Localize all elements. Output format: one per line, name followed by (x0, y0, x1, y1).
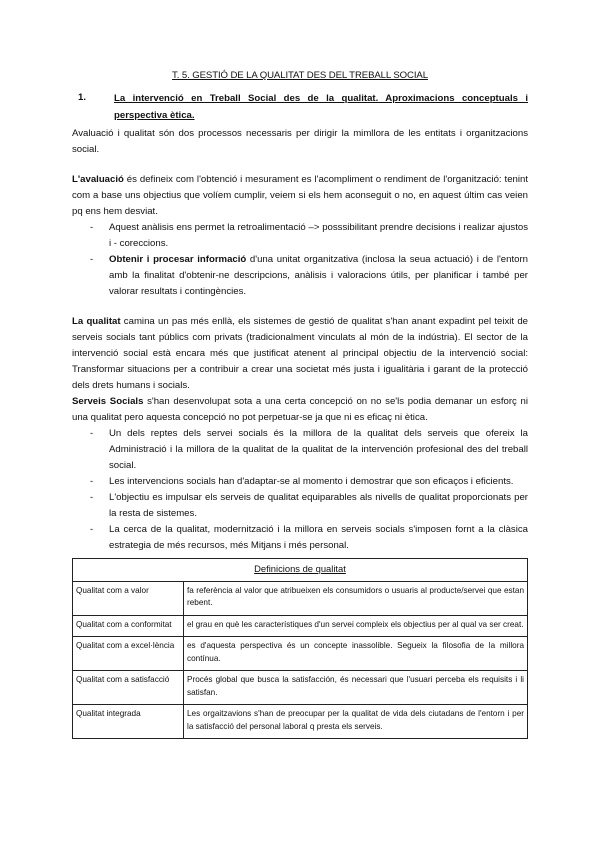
quality-paragraph (72, 314, 528, 394)
table-cell-term: Qualitat com a valor (73, 581, 184, 615)
evaluation-term: L'avaluació (72, 174, 124, 185)
table-cell-term: Qualitat com a conformitat (73, 615, 184, 637)
evaluation-text: és defineix com l'obtenció i mesurament es l'acompliment o rendiment de l'organització: tenint com a base uns objectius que volíem cumplir, veiem si els hem aconseguit o no, en aquest últim cas veien pq ens hem desviat. (72, 174, 528, 217)
list-item-text: La cerca de la qualitat, modernització i la millora en serveis socials s'imposen fornt a la clàsica estrategia de més recursos, més Mitjans i més personal. (109, 524, 528, 551)
table-row (73, 581, 528, 615)
table-cell-definition: Procés global que busca la satisfacción, és necessari que l'usuari perceba els requisits i li satisfan. (184, 671, 528, 705)
table-cell-definition: es d'aquesta perspectiva és un concepte inassolible. Segueix la filosofia de la millora contínua. (184, 637, 528, 671)
list-item: - Obtenir i procesar informació d'una unitat organitzativa (inclosa la seua actuació) i de l'entorn amb la finalitat d'obtenir-ne descripcions, anàlisis i valoracions útils, per planificar i també per valorar resultats i contingències. (90, 254, 528, 297)
intro-paragraph: Avaluació i qualitat són dos processos necessaris per dirigir la mimllora de les entitats i organitzacions social. (72, 128, 528, 155)
table-cell-term: Qualitat com a satisfacció (73, 671, 184, 705)
quality-term: La qualitat (72, 316, 121, 327)
list-item: - L'objectiu es impulsar els serveis de qualitat equiparables als nivells de qualitat proporcionats per la resta de sistemes. (72, 490, 528, 522)
section-heading (72, 90, 528, 124)
document-page (72, 68, 528, 739)
quality-text: camina un pas més enllà, els sistemes de gestió de qualitat s'han anant expadint pel teixit de serveis socials tant públics com privats (tradicionalment vinculats al món de la indústria). El sector de la intervenció social està encara més que justificat atenent al principal objectiu de la intervenció social: Transformar situacions per a contribuir a crear una societat més justa i igualitària i garant de la protecció dels drets humans i socials. (72, 316, 528, 391)
list-item-text: Les intervencions socials han d'adaptar-se al momento i demostrar que son eficaços i eficients. (109, 476, 514, 487)
table-cell-definition: el grau en què les característiques d'un servei compleix els objectius per al qual va ser creat. (184, 615, 528, 637)
section-title: La intervenció en Treball Social des de la qualitat. Aproximacions conceptuals i perspectiva ètica. (114, 93, 528, 121)
list-item-text: Un dels reptes dels servei socials és la millora de la qualitat dels serveis que ofereix la Administració i la millora de la qualitat de la qualitat de la intervención profesional des del treball social. (109, 428, 528, 471)
table-row (73, 637, 528, 671)
services-paragraph (72, 394, 528, 426)
list-item-text: d'una unitat organitzativa (inclosa la seua actuació) i de l'entorn amb la finalitat d'obtenir-ne descripcions, anàlisis i valoracions útils, per planificar i també per valorar resultats i contingències. (109, 254, 528, 297)
table-cell-term: Qualitat com a excel·lència (73, 637, 184, 671)
definitions-table (72, 558, 528, 739)
table-cell-definition: Les orgaitzavions s'han de preocupar per la qualitat de vida dels ciutadans de l'entorn i per la satisfacció del personal laboral q presta els serveis. (184, 705, 528, 739)
table-cell-definition: fa referència al valor que atribueixen els consumidors o usuaris al producte/servei que estan rebent. (184, 581, 528, 615)
list-item: - Les intervencions socials han d'adaptar-se al momento i demostrar que son eficaços i eficients. (72, 474, 528, 490)
services-term: Serveis Socials (72, 396, 144, 407)
page-title: T. 5. GESTIÓ DE LA QUALITAT DES DEL TREBALL SOCIAL (172, 70, 428, 81)
list-item: - Aquest anàlisis ens permet la retroalimentació –> posssibilitant prendre decisions i realizar ajustos i - coreccions. (72, 220, 528, 252)
table-row (73, 615, 528, 637)
list-item: - La cerca de la qualitat, modernització i la millora en serveis socials s'imposen fornt a la clàsica estrategia de més recursos, més Mitjans i més personal. (72, 522, 528, 554)
table-cell-term: Qualitat integrada (73, 705, 184, 739)
list-item-text: Aquest anàlisis ens permet la retroalimentació –> posssibilitant prendre decisions i realizar ajustos i - coreccions. (109, 222, 528, 249)
list-item-text: L'objectiu es impulsar els serveis de qualitat equiparables als nivells de qualitat proporcionats per la resta de sistemes. (109, 492, 528, 519)
list-item-strong: Obtenir i procesar informació (109, 254, 247, 265)
table-row (73, 705, 528, 739)
evaluation-paragraph (72, 172, 528, 220)
table-row (73, 671, 528, 705)
table-header-row (73, 559, 528, 582)
table-header: Definicions de qualitat (73, 559, 528, 582)
list-item: - Un dels reptes dels servei socials és la millora de la qualitat dels serveis que ofereix la Administració i la millora de la qualitat de la qualitat de la intervención profesional des del treball social. (72, 426, 528, 474)
section-number: 1. (78, 92, 87, 103)
services-list (72, 426, 528, 554)
services-text: s'han desenvolupat sota a una certa concepció on no se'ls podia demanar un esforç ni una qualitat pero aquesta concepció no pot perpetuar-se ja que ni es eficaç ni ètica. (72, 396, 528, 423)
evaluation-list (72, 220, 528, 300)
